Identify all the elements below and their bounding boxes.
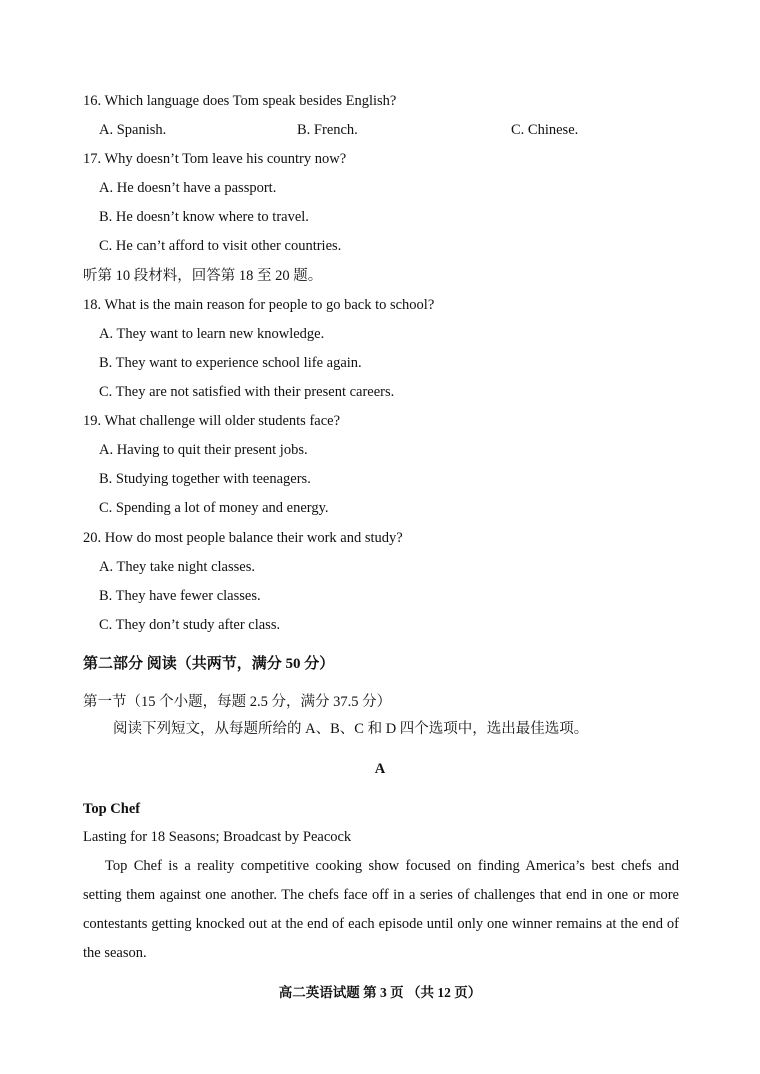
question-18-option-c: C. They are not satisfied with their present careers. — [99, 384, 395, 400]
question-16-option-c: C. Chinese. — [511, 122, 579, 138]
question-18-option-b: B. They want to experience school life again. — [99, 355, 362, 371]
question-20: 20. How do most people balance their work and study? — [83, 530, 403, 546]
question-19: 19. What challenge will older students face? — [83, 413, 341, 429]
question-17-option-c: C. He can’t afford to visit other countries. — [99, 238, 342, 254]
passage-subtitle: Lasting for 18 Seasons; Broadcast by Peacock — [83, 829, 352, 845]
question-17: 17. Why doesn’t Tom leave his country now? — [83, 151, 347, 167]
question-19-option-b: B. Studying together with teenagers. — [99, 471, 311, 487]
question-19-option-c: C. Spending a lot of money and energy. — [99, 500, 329, 516]
question-16-option-a: A. Spanish. — [99, 122, 167, 138]
passage-body: Top Chef is a reality competitive cooking show focused on finding America’s best chefs and setting them against one another. The chefs face off in a series of challenges that end in one or more contestants getting knocked out at the end of each episode until only one winner remains at the end of the season. — [83, 858, 679, 961]
question-20-option-c: C. They don’t study after class. — [99, 617, 281, 633]
question-16: 16. Which language does Tom speak besides English? — [83, 93, 397, 109]
passage-label: A — [374, 761, 386, 777]
page-footer: 高二英语试题 第 3 页 （共 12 页） — [278, 985, 482, 1000]
question-17-option-b: B. He doesn’t know where to travel. — [99, 209, 309, 225]
question-16-options — [0, 121, 760, 139]
question-19-option-a: A. Having to quit their present jobs. — [99, 442, 308, 458]
part2-instruction: 阅读下列短文，从每题所给的 A、B、C 和 D 四个选项中，选出最佳选项。 — [113, 721, 589, 737]
passage-title: Top Chef — [83, 801, 141, 817]
part2-title: 第二部分 阅读（共两节，满分 50 分） — [83, 656, 335, 672]
part2-section1: 第一节（15 个小题，每题 2.5 分，满分 37.5 分） — [83, 694, 392, 710]
question-20-option-a: A. They take night classes. — [99, 559, 255, 575]
question-17-option-a: A. He doesn’t have a passport. — [99, 180, 277, 196]
question-16-option-b: B. French. — [297, 122, 358, 138]
listening-instruction: 听第 10 段材料，回答第 18 至 20 题。 — [83, 268, 323, 284]
question-20-option-b: B. They have fewer classes. — [99, 588, 261, 604]
question-18: 18. What is the main reason for people to go back to school? — [83, 297, 435, 313]
question-18-option-a: A. They want to learn new knowledge. — [99, 326, 325, 342]
